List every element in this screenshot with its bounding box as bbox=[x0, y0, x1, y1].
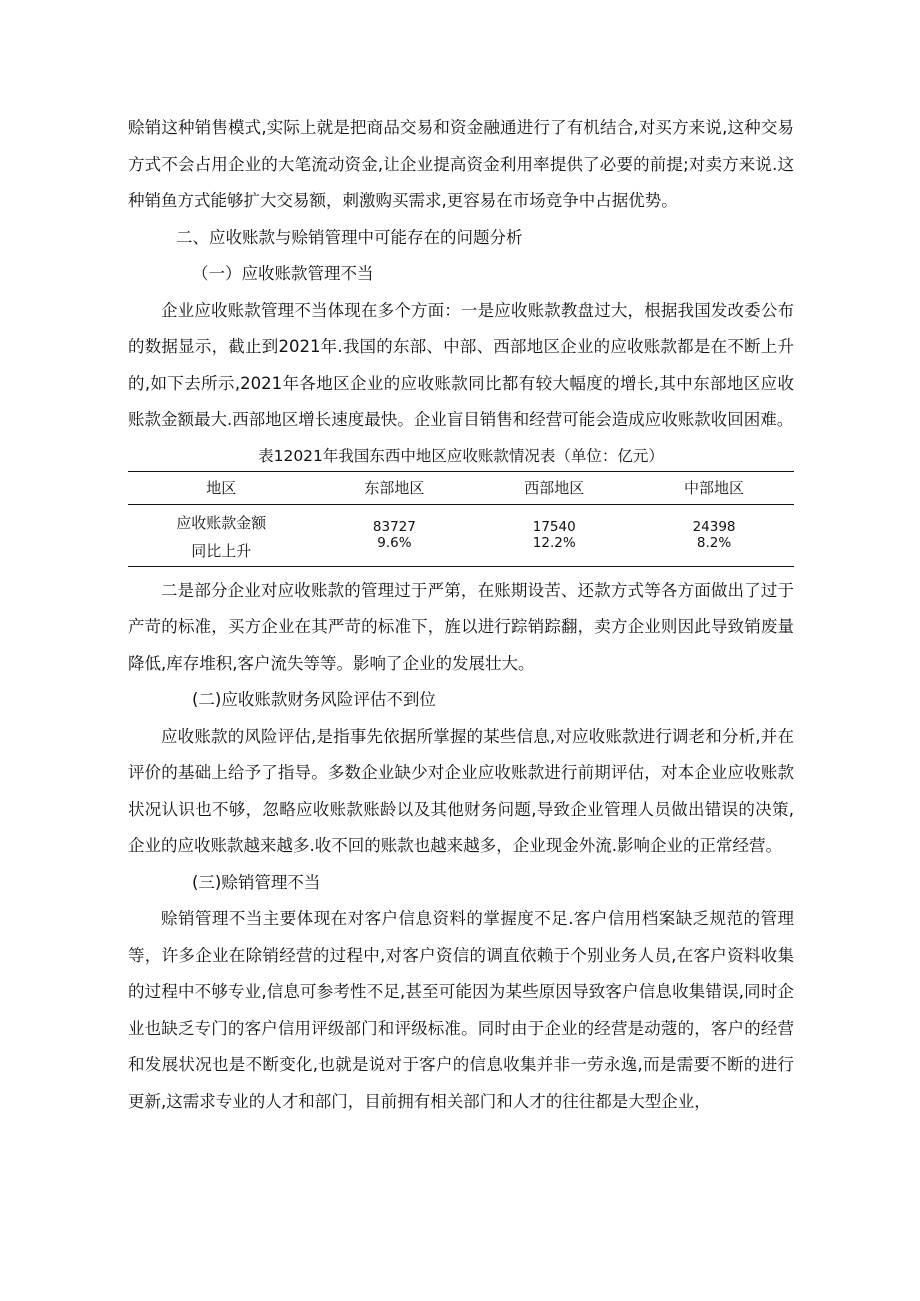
row-label-growth: 同比上升 bbox=[191, 541, 252, 560]
document-body bbox=[128, 110, 794, 1120]
table-row bbox=[128, 504, 794, 566]
table-header-row bbox=[128, 471, 794, 504]
receivables-table bbox=[128, 471, 794, 567]
row-labels-cell bbox=[128, 504, 314, 566]
header-west: 西部地区 bbox=[474, 471, 634, 504]
subsection-heading-2: (二)应收账款财务风险评估不到位 bbox=[192, 690, 436, 709]
central-growth: 8.2% bbox=[696, 534, 732, 551]
central-values-cell bbox=[634, 504, 794, 566]
subsection-heading-1: （一）应收账款管理不当 bbox=[192, 264, 374, 283]
header-region: 地区 bbox=[128, 471, 314, 504]
paragraph-receivables-issues: 企业应收账款管理不当体现在多个方面：一是应收账款教盘过大，根据我国发改委公布的数据显示，截止到2021年.我国的东部、中部、西部地区企业的应收账款都是在不断上升的,如下去所示,2021年各地区企业的应收账款同比都有较大幅度的增长,其中东部地区应收账款金额最大.西部地区增长速度最快。企业盲目销售和经营可能会造成应收账款收回困难。 bbox=[128, 300, 794, 429]
paragraph-strict-management: 二是部分企业对应收账款的管理过于严第，在账期设苦、还款方式等各方面做出了过于产苛的标准，买方企业在其严苛的标准下，旌以进行踪销踪翻，卖方企业则因此导致销废量降低,库存堆积,客户流失等等。影响了企业的发展壮大。 bbox=[128, 580, 794, 673]
east-growth: 9.6% bbox=[377, 534, 412, 551]
paragraph-risk-assessment: 应收账款的风险评估,是指事先依据所掌握的某些信息,对应收账款进行调老和分析,并在评价的基础上给予了指导。多数企业缺少对企业应收账款进行前期评估，对本企业应收账款状况认识也不够，忽略应收账款账龄以及其他财务问题,导致企业管理人员做出错误的决策,企业的应收账款越来越多.收不回的账款也越来越多，企业现金外流.影响企业的正常经营。 bbox=[128, 726, 794, 855]
west-amount: 17540 bbox=[532, 518, 576, 535]
header-east: 东部地区 bbox=[314, 471, 474, 504]
west-values-cell bbox=[474, 504, 634, 566]
paragraph-credit-sales-intro: 赊销这种销售模式,实际上就是把商品交易和资金融通进行了有机结合,对买方来说,这种交易方式不会占用企业的大笔流动资金,让企业提高资金利用率提供了必要的前提;对卖方来说.这种销鱼方式能够扩大交易额，刺激购买需求,更容易在市场竞争中占据优势。 bbox=[128, 118, 794, 210]
west-growth: 12.2% bbox=[532, 534, 576, 551]
row-label-amount: 应收账款金额 bbox=[176, 513, 267, 532]
header-central: 中部地区 bbox=[634, 471, 794, 504]
east-amount: 83727 bbox=[372, 518, 416, 535]
paragraph-credit-sales-management: 赊销管理不当主要体现在对客户信息资料的掌握度不足.客户信用档案缺乏规范的管理等，许多企业在除销经营的过程中,对客户资信的调直依赖于个别业务人员,在客户资料收集的过程中不够专业,信息可参考性不足,甚至可能因为某些原因导致客户信息收集错误,同时企业也缺乏专门的客户信用评级部门和评级标准。同时由于企业的经营是动蔻的，客户的经营和发展状况也是不断变化,也就是说对于客户的信息收集并非一劳永逸,而是需要不断的进行更新,这需求专业的人才和部门，目前拥有相关部门和人才的往往都是大型企业， bbox=[128, 909, 794, 1111]
subsection-heading-3: (三)赊销管理不当 bbox=[192, 872, 321, 892]
table-caption: 表12021年我国东西中地区应收账款情况表（单位：亿元） bbox=[258, 446, 664, 465]
central-amount: 24398 bbox=[692, 518, 736, 535]
section-heading-2: 二、应收账款与赊销管理中可能存在的问题分析 bbox=[176, 227, 523, 247]
east-values-cell bbox=[314, 504, 474, 566]
